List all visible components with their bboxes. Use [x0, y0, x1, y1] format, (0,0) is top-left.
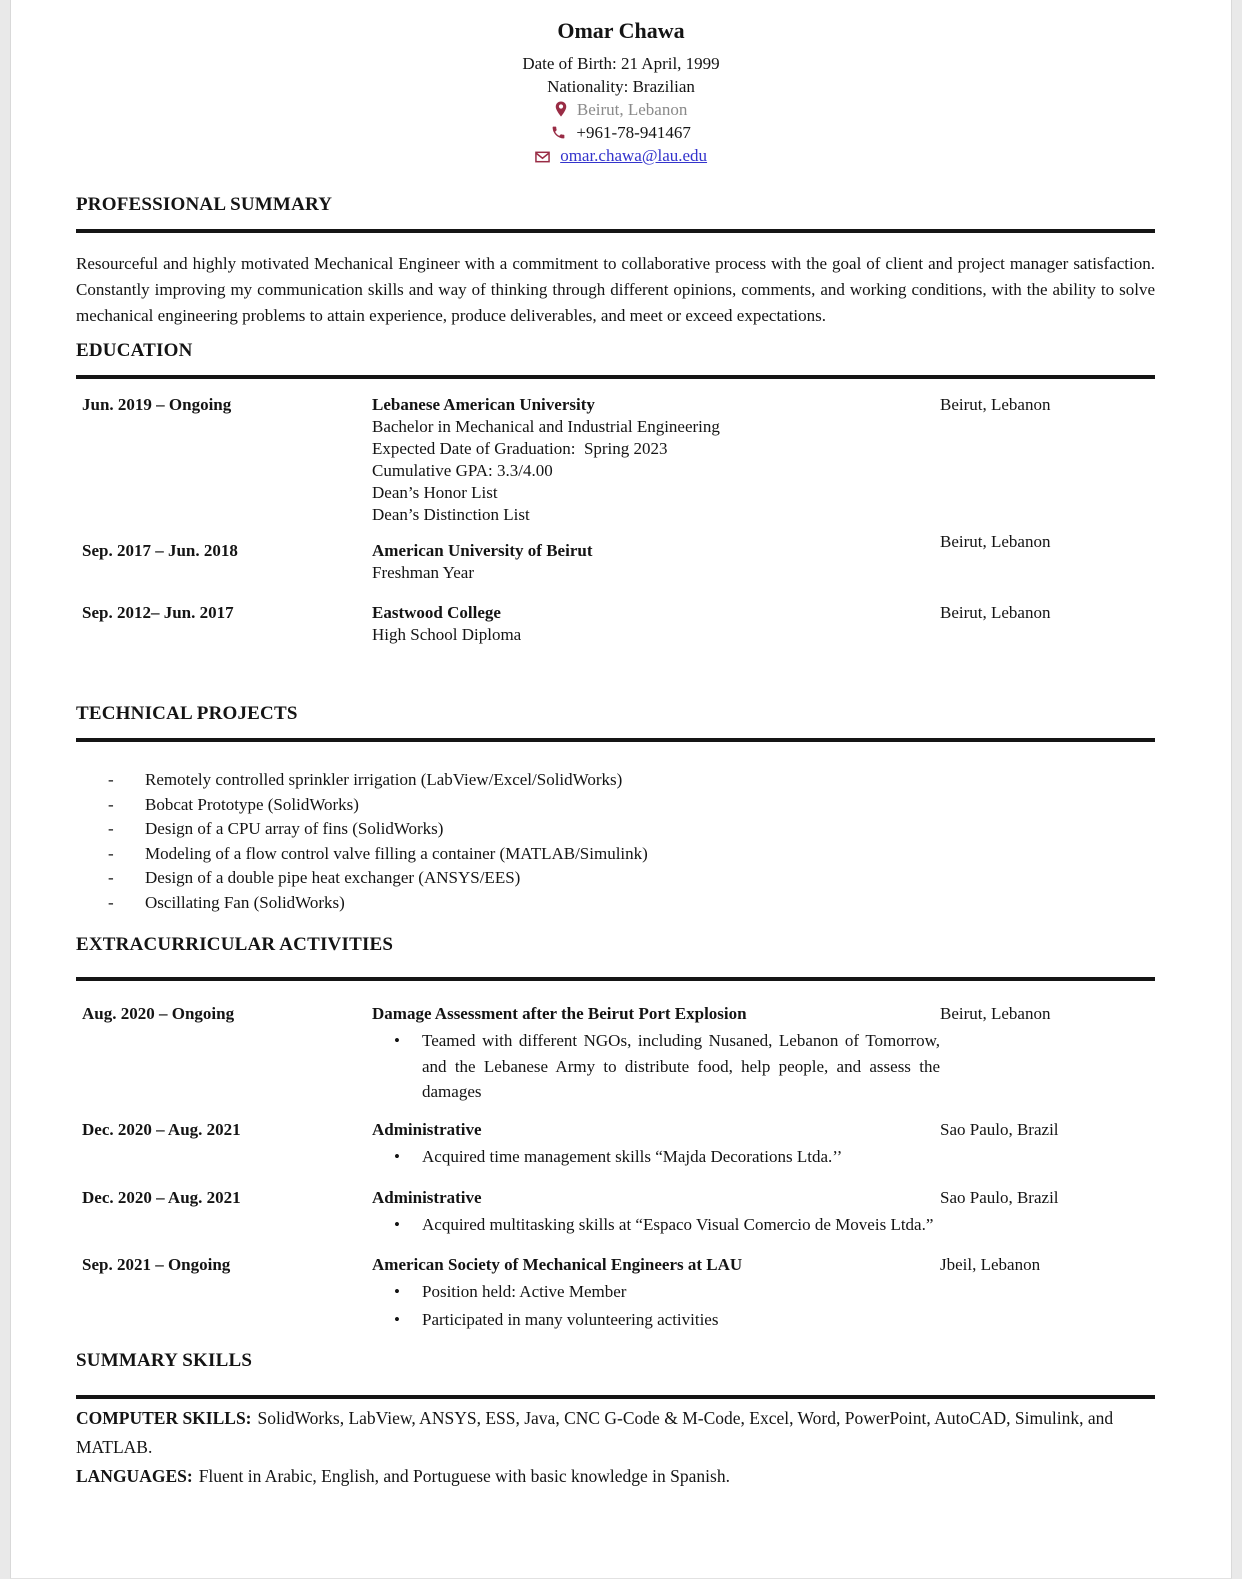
phone-number: +961-78-941467: [576, 123, 691, 142]
project-item: [108, 842, 1155, 867]
activity-role: Administrative: [372, 1119, 482, 1139]
entry-detail: Freshman Year: [372, 563, 474, 582]
entry-dates: Dec. 2020 – Aug. 2021: [82, 1188, 241, 1207]
activity-bullet: [386, 1279, 940, 1305]
section-professional-summary: [76, 193, 1155, 329]
project-item: [108, 891, 1155, 916]
section-rule: [76, 1395, 1155, 1399]
email-link[interactable]: omar.chawa@lau.edu: [560, 146, 708, 165]
institution-name: Lebanese American University: [372, 395, 595, 414]
email-line: [11, 145, 1231, 167]
section-rule: [76, 375, 1155, 379]
dash-bullet-icon: -: [108, 770, 114, 789]
dash-bullet-icon: -: [108, 794, 114, 814]
summary-paragraph: Resourceful and highly motivated Mechanical Engineer with a commitment to collaborative process with the goal of client and project manager satisfaction. Constantly improving my communication skills and way of thinking through different opinions, comments, and working conditions, with the ability to solve mechanical engineering problems to attain experience, produce deliverables, and meet or exceed expectations.: [76, 254, 1155, 325]
entry-detail: Dean’s Honor List: [372, 483, 498, 502]
location-text: Beirut, Lebanon: [576, 100, 688, 119]
languages-label: LANGUAGES:: [76, 1465, 193, 1486]
entry-location: Jbeil, Lebanon: [940, 1254, 1041, 1274]
activity-entry: [76, 1003, 1155, 1105]
activity-role: Administrative: [372, 1188, 482, 1207]
bullet-icon: •: [394, 1215, 400, 1234]
section-title-technical-projects: TECHNICAL PROJECTS: [76, 703, 298, 724]
dash-bullet-icon: -: [108, 843, 114, 863]
entry-detail: High School Diploma: [372, 625, 522, 644]
entry-dates: Jun. 2019 – Ongoing: [82, 395, 232, 414]
bullet-text: Participated in many volunteering activities: [422, 1310, 719, 1329]
resume-page: [10, 0, 1232, 1579]
candidate-name: Omar Chawa: [557, 18, 685, 43]
bullet-icon: •: [394, 1281, 400, 1301]
section-rule: [76, 738, 1155, 742]
computer-skills-label: COMPUTER SKILLS:: [76, 1407, 252, 1428]
project-text: Design of a double pipe heat exchanger (ANSYS/EES): [145, 868, 521, 887]
dash-bullet-icon: -: [108, 868, 114, 887]
entry-dates: Dec. 2020 – Aug. 2021: [82, 1119, 241, 1139]
section-rule: [76, 229, 1155, 233]
skills-body: [76, 1404, 1155, 1491]
entry-location: Beirut, Lebanon: [940, 532, 1051, 551]
activity-entry: [76, 1119, 1155, 1170]
project-text: Modeling of a flow control valve filling a container (MATLAB/Simulink): [145, 843, 648, 863]
activity-role: Damage Assessment after the Beirut Port Explosion: [372, 1004, 747, 1023]
entry-dates: Sep. 2017 – Jun. 2018: [82, 541, 238, 560]
project-text: Remotely controlled sprinkler irrigation (LabView/Excel/SolidWorks): [145, 770, 623, 789]
activity-bullet: [386, 1028, 940, 1105]
bullet-icon: •: [394, 1310, 400, 1329]
phone-icon: [551, 125, 566, 140]
bullet-text: Teamed with different NGOs, including Nusaned, Lebanon of Tomorrow, and the Lebanese Army to distribute food, help people, and assess the damages: [422, 1031, 940, 1101]
bullet-icon: •: [394, 1146, 400, 1166]
bullet-text: Position held: Active Member: [422, 1281, 627, 1301]
entry-dates: Sep. 2012– Jun. 2017: [82, 603, 234, 622]
entry-detail: Expected Date of Graduation: Spring 2023: [372, 439, 668, 458]
section-title-education: EDUCATION: [76, 340, 193, 361]
section-title-summary-skills: SUMMARY SKILLS: [76, 1349, 253, 1371]
entry-detail: Cumulative GPA: 3.3/4.00: [372, 461, 553, 480]
project-item: [108, 768, 1155, 793]
entry-dates: Sep. 2021 – Ongoing: [82, 1254, 231, 1274]
entry-location: Sao Paulo, Brazil: [940, 1119, 1059, 1139]
entry-location: Beirut, Lebanon: [940, 395, 1051, 414]
bullet-icon: •: [394, 1031, 400, 1050]
project-text: Bobcat Prototype (SolidWorks): [145, 794, 359, 814]
entry-location: Sao Paulo, Brazil: [940, 1188, 1059, 1207]
project-item: [108, 793, 1155, 818]
dash-bullet-icon: -: [108, 819, 114, 838]
activity-bullet: [386, 1144, 940, 1170]
section-summary-skills: [76, 1349, 1155, 1491]
entry-location: Beirut, Lebanon: [940, 603, 1051, 622]
activity-bullet: [386, 1307, 940, 1333]
activity-entry: [76, 1254, 1155, 1333]
project-item: [108, 866, 1155, 891]
entry-location: Beirut, Lebanon: [940, 1004, 1051, 1023]
languages-text: Fluent in Arabic, English, and Portuguese with basic knowledge in Spanish.: [198, 1465, 730, 1486]
computer-skills-line: [76, 1404, 1155, 1462]
activity-entry: [76, 1187, 1155, 1238]
institution-name: American University of Beirut: [372, 541, 593, 560]
entry-detail: Bachelor in Mechanical and Industrial Engineering: [372, 417, 720, 436]
section-extracurricular-activities: [76, 933, 1155, 1333]
institution-name: Eastwood College: [372, 603, 501, 622]
date-of-birth: Date of Birth: 21 April, 1999: [522, 54, 720, 73]
languages-line: [76, 1462, 1155, 1491]
project-item: [108, 817, 1155, 842]
education-entry: [76, 532, 1155, 584]
projects-list: [108, 768, 1155, 915]
activity-bullet: [386, 1212, 940, 1238]
nationality: Nationality: Brazilian: [547, 77, 695, 96]
contact-header: [11, 16, 1231, 167]
location-line: [11, 99, 1231, 121]
project-text: Oscillating Fan (SolidWorks): [145, 892, 345, 912]
project-text: Design of a CPU array of fins (SolidWorks): [145, 819, 444, 838]
activity-role: American Society of Mechanical Engineers at LAU: [372, 1254, 743, 1274]
location-pin-icon: [555, 101, 567, 117]
education-entry: [76, 394, 1155, 526]
education-entry: [76, 602, 1155, 646]
entry-dates: Aug. 2020 – Ongoing: [82, 1004, 235, 1023]
computer-skills-text: SolidWorks, LabView, ANSYS, ESS, Java, CNC G-Code & M-Code, Excel, Word, PowerPoint, AutoCAD, Simulink, and MATLAB.: [76, 1407, 1114, 1457]
dash-bullet-icon: -: [108, 892, 114, 912]
bullet-text: Acquired time management skills “Majda Decorations Ltda.’’: [422, 1146, 843, 1166]
envelope-icon: [535, 151, 550, 163]
section-technical-projects: [76, 702, 1155, 915]
section-rule: [76, 977, 1155, 981]
section-title-professional-summary: PROFESSIONAL SUMMARY: [76, 194, 333, 215]
section-education: [76, 339, 1155, 646]
entry-detail: Dean’s Distinction List: [372, 505, 530, 524]
section-title-extracurricular: EXTRACURRICULAR ACTIVITIES: [76, 934, 394, 955]
phone-line: [11, 122, 1231, 144]
bullet-text: Acquired multitasking skills at “Espaco Visual Comercio de Moveis Ltda.”: [422, 1215, 934, 1234]
